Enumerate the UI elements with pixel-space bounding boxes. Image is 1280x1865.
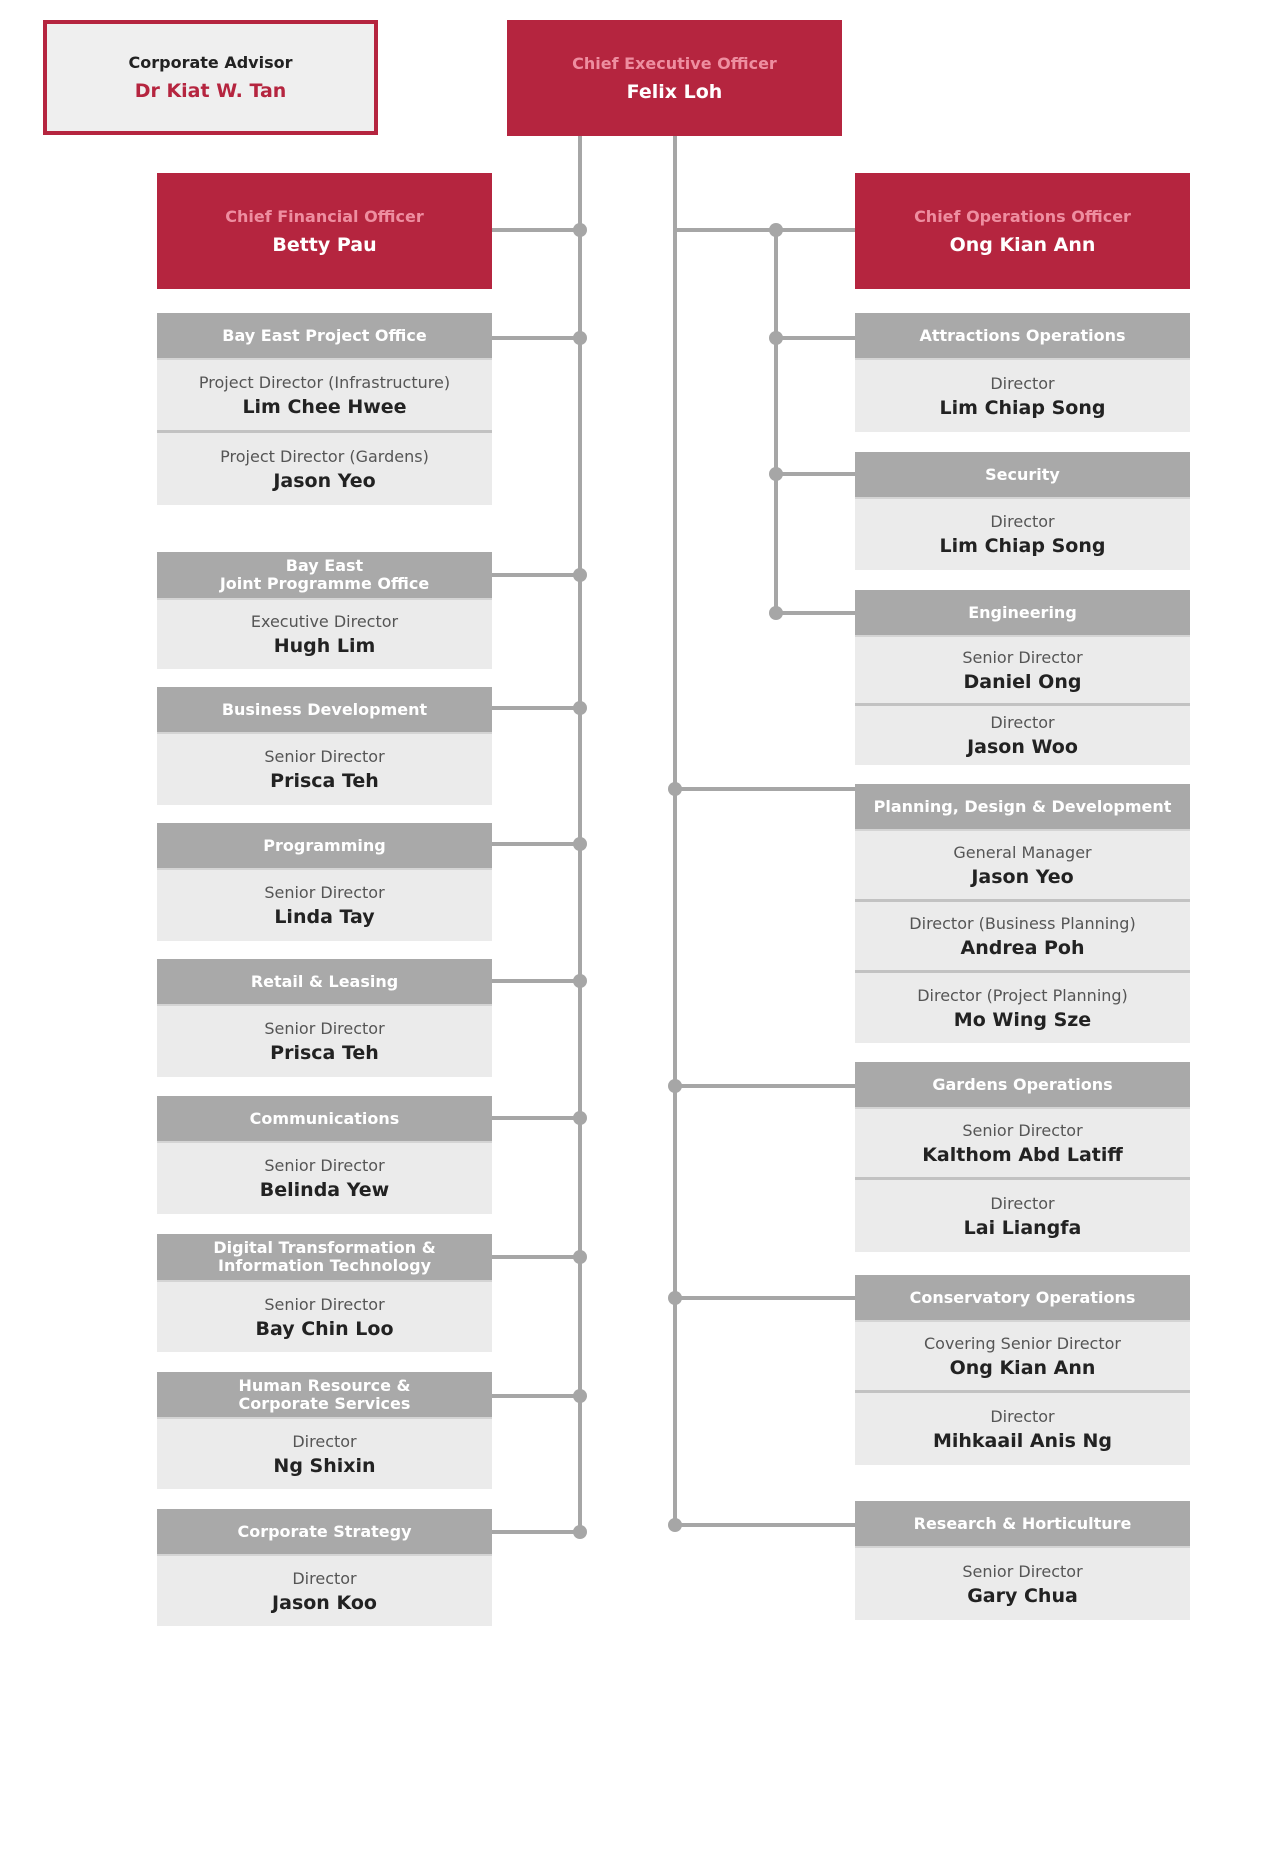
- coo-name: Ong Kian Ann: [949, 233, 1096, 256]
- person-row: [855, 499, 1190, 570]
- dept-header: Bay East Project Office: [157, 313, 492, 360]
- role-title: Senior Director: [962, 1561, 1083, 1581]
- dept-header: Retail & Leasing: [157, 959, 492, 1006]
- person-name: Lim Chee Hwee: [242, 395, 407, 418]
- connector-node: [573, 331, 587, 345]
- dept-header: Engineering: [855, 590, 1190, 637]
- dept-human-resource-and-corporate-services: [157, 1372, 492, 1489]
- role-title: Director: [990, 713, 1055, 732]
- dept-header: Conservatory Operations: [855, 1275, 1190, 1322]
- person-row: [157, 433, 492, 505]
- person-name: Ong Kian Ann: [949, 1356, 1096, 1379]
- connector-node: [769, 223, 783, 237]
- dept-corporate-strategy: [157, 1509, 492, 1626]
- person-row: [157, 870, 492, 941]
- connector-node: [668, 782, 682, 796]
- dept-gardens-operations: [855, 1062, 1190, 1252]
- person-name: Mo Wing Sze: [953, 1008, 1092, 1031]
- person-row: [855, 973, 1190, 1043]
- coo-title: Chief Operations Officer: [914, 206, 1131, 226]
- connector-node: [573, 1389, 587, 1403]
- person-name: Lai Liangfa: [963, 1216, 1082, 1239]
- person-row: [855, 1322, 1190, 1393]
- role-title: Senior Director: [962, 1120, 1083, 1140]
- person-row: [855, 706, 1190, 765]
- person-name: Hugh Lim: [273, 635, 376, 657]
- role-title: Director (Business Planning): [909, 913, 1136, 933]
- ceo-title: Chief Executive Officer: [572, 53, 777, 73]
- connector-node: [668, 1291, 682, 1305]
- dept-programming: [157, 823, 492, 941]
- dept-security: [855, 452, 1190, 570]
- connector-node: [769, 606, 783, 620]
- person-name: Bay Chin Loo: [255, 1317, 394, 1340]
- person-name: Lim Chiap Song: [939, 396, 1106, 419]
- person-row: [157, 1419, 492, 1489]
- dept-communications: [157, 1096, 492, 1214]
- person-name: Mihkaail Anis Ng: [932, 1429, 1113, 1452]
- person-name: Belinda Yew: [259, 1179, 390, 1201]
- dept-attractions-operations: [855, 313, 1190, 432]
- dept-retail-and-leasing: [157, 959, 492, 1077]
- advisor-name: Dr Kiat W. Tan: [134, 80, 287, 102]
- dept-research-and-horticulture: [855, 1501, 1190, 1620]
- role-title: Covering Senior Director: [924, 1333, 1121, 1353]
- ceo-name: Felix Loh: [626, 80, 723, 103]
- person-row: [855, 1109, 1190, 1180]
- person-name: Prisca Teh: [270, 1042, 379, 1064]
- person-row: [855, 1393, 1190, 1465]
- dept-header: Business Development: [157, 687, 492, 734]
- dept-header: Planning, Design & Development: [855, 784, 1190, 831]
- role-title: Project Director (Infrastructure): [198, 372, 451, 392]
- person-name: Lim Chiap Song: [939, 535, 1106, 557]
- role-title: Senior Director: [264, 747, 385, 766]
- person-name: Kalthom Abd Latiff: [922, 1143, 1123, 1166]
- role-title: Director: [990, 1406, 1055, 1426]
- person-row: [157, 734, 492, 805]
- corporate-advisor-box: [43, 20, 378, 135]
- role-title: Senior Director: [264, 1294, 385, 1314]
- connector-node: [573, 1525, 587, 1539]
- person-name: Gary Chua: [967, 1584, 1078, 1607]
- person-row: [855, 360, 1190, 432]
- connector-node: [573, 837, 587, 851]
- dept-header: Bay East Joint Programme Office: [157, 552, 492, 600]
- dept-bay-east-project-office: [157, 313, 492, 505]
- person-row: [855, 902, 1190, 973]
- person-row: [157, 360, 492, 433]
- connector-node: [769, 467, 783, 481]
- dept-header: Communications: [157, 1096, 492, 1143]
- connector-node: [573, 568, 587, 582]
- dept-header: Gardens Operations: [855, 1062, 1190, 1109]
- role-title: Director: [990, 512, 1055, 531]
- person-row: [855, 637, 1190, 706]
- dept-digital-transformation-and-information-technology: [157, 1234, 492, 1352]
- dept-header: Digital Transformation & Information Technology: [157, 1234, 492, 1282]
- dept-header: Research & Horticulture: [855, 1501, 1190, 1548]
- connector-node: [573, 974, 587, 988]
- connector-node: [573, 1250, 587, 1264]
- role-title: Director: [990, 373, 1055, 393]
- ceo-box: [507, 20, 842, 136]
- advisor-title: Corporate Advisor: [128, 53, 293, 72]
- connector-node: [573, 223, 587, 237]
- person-row: [157, 600, 492, 669]
- person-name: Jason Koo: [272, 1591, 377, 1614]
- dept-conservatory-operations: [855, 1275, 1190, 1465]
- connector-node: [573, 701, 587, 715]
- role-title: Senior Director: [264, 1156, 385, 1175]
- connector-node: [668, 1518, 682, 1532]
- person-name: Jason Woo: [967, 736, 1078, 758]
- person-row: [855, 831, 1190, 902]
- role-title: Project Director (Gardens): [220, 446, 429, 466]
- role-title: Director (Project Planning): [917, 985, 1128, 1005]
- cfo-box: [157, 173, 492, 289]
- dept-engineering: [855, 590, 1190, 765]
- cfo-name: Betty Pau: [272, 233, 377, 256]
- person-row: [157, 1143, 492, 1214]
- role-title: Director: [292, 1431, 357, 1451]
- person-name: Ng Shixin: [273, 1454, 376, 1477]
- role-title: Director: [990, 1193, 1055, 1213]
- person-row: [855, 1180, 1190, 1252]
- role-title: Senior Director: [264, 883, 385, 902]
- person-row: [855, 1548, 1190, 1620]
- person-name: Andrea Poh: [960, 936, 1085, 959]
- person-row: [157, 1282, 492, 1352]
- person-name: Jason Yeo: [971, 865, 1074, 888]
- role-title: General Manager: [953, 842, 1092, 862]
- connector-node: [668, 1079, 682, 1093]
- dept-header: Attractions Operations: [855, 313, 1190, 360]
- role-title: Senior Director: [962, 647, 1083, 667]
- person-row: [157, 1556, 492, 1626]
- connector-node: [573, 1111, 587, 1125]
- role-title: Director: [292, 1568, 357, 1588]
- person-name: Daniel Ong: [963, 670, 1082, 693]
- dept-planning-design-and-development: [855, 784, 1190, 1043]
- person-name: Prisca Teh: [270, 770, 379, 792]
- connector-node: [769, 331, 783, 345]
- person-row: [157, 1006, 492, 1077]
- role-title: Senior Director: [264, 1019, 385, 1038]
- dept-business-development: [157, 687, 492, 805]
- person-name: Linda Tay: [274, 906, 375, 928]
- dept-header: Human Resource & Corporate Services: [157, 1372, 492, 1419]
- coo-box: [855, 173, 1190, 289]
- cfo-title: Chief Financial Officer: [225, 206, 424, 226]
- dept-header: Security: [855, 452, 1190, 499]
- dept-header: Corporate Strategy: [157, 1509, 492, 1556]
- person-name: Jason Yeo: [273, 469, 376, 492]
- dept-header: Programming: [157, 823, 492, 870]
- role-title: Executive Director: [250, 612, 399, 631]
- dept-bay-east-joint-programme-office: [157, 552, 492, 669]
